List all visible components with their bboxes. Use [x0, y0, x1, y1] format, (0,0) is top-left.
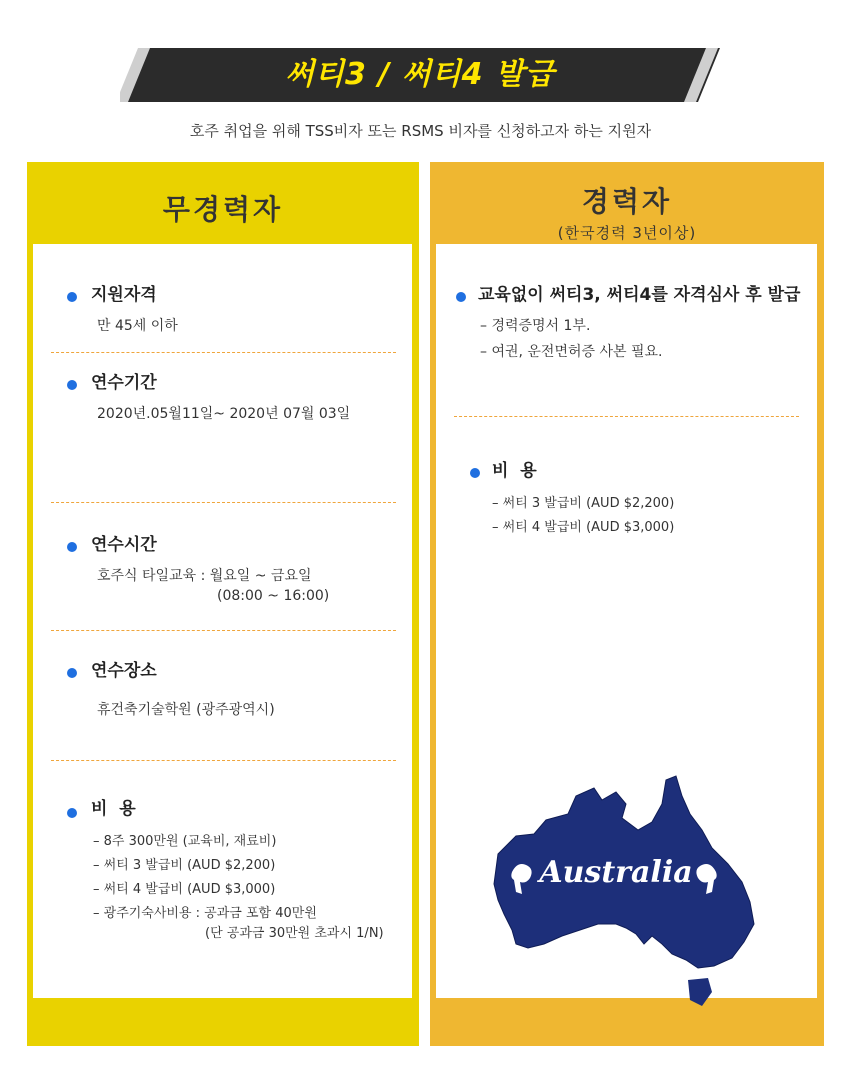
divider: [51, 502, 396, 503]
title-banner: [120, 48, 720, 102]
section-text: (단 공과금 30만원 초과시 1/N): [205, 926, 384, 941]
section-title: 연수기간: [91, 373, 157, 393]
divider: [51, 630, 396, 631]
bullet-icon: [470, 468, 480, 478]
section-text: 2020년.05월11일~ 2020년 07월 03일: [97, 406, 351, 422]
section-text: – 써티 4 발급비 (AUD $3,000): [93, 882, 276, 897]
section-text: – 여권, 운전면허증 사본 필요.: [480, 344, 663, 360]
bullet-icon: [67, 542, 77, 552]
no-experience-column: [27, 162, 419, 1046]
section-title: 비 용: [492, 461, 537, 481]
section-text: – 써티 3 발급비 (AUD $2,200): [492, 496, 675, 511]
section-text: – 써티 3 발급비 (AUD $2,200): [93, 858, 276, 873]
experienced-column: [430, 162, 824, 1046]
divider: [51, 352, 396, 353]
bullet-icon: [67, 380, 77, 390]
right-panel: [436, 244, 817, 998]
column-title-left: 무경력자: [162, 193, 284, 226]
divider: [454, 416, 799, 417]
left-panel: [33, 244, 412, 998]
section-title: 지원자격: [91, 285, 157, 305]
section-text: – 광주기숙사비용 : 공과금 포함 40만원: [93, 906, 317, 921]
section-text: (08:00 ~ 16:00): [217, 588, 330, 604]
australia-map-image: [476, 774, 766, 1024]
map-label: Australia: [539, 855, 693, 890]
section-text: 휴건축기술학원 (광주광역시): [97, 702, 275, 718]
bullet-icon: [67, 292, 77, 302]
section-title: 연수시간: [91, 535, 157, 555]
section-text: – 8주 300만원 (교육비, 재료비): [93, 834, 277, 849]
bullet-icon: [67, 668, 77, 678]
section-title: 연수장소: [91, 661, 157, 681]
column-subtitle-right: (한국경력 3년이상): [557, 224, 697, 242]
column-title-right: 경력자: [581, 185, 673, 218]
section-text: 만 45세 이하: [97, 318, 178, 334]
page-title: 써티3 / 써티4 발급: [285, 57, 555, 92]
bullet-icon: [67, 808, 77, 818]
section-title: 비 용: [91, 799, 136, 819]
section-text: – 경력증명서 1부.: [480, 318, 591, 334]
australia-map-icon: [476, 774, 766, 1024]
section-text: 호주식 타일교육 : 월요일 ~ 금요일: [97, 568, 312, 584]
section-title: 교육없이 써티3, 써티4를 자격심사 후 발급: [478, 285, 801, 305]
bullet-icon: [456, 292, 466, 302]
divider: [51, 760, 396, 761]
section-text: – 써티 4 발급비 (AUD $3,000): [492, 520, 675, 535]
page-subtitle: 호주 취업을 위해 TSS비자 또는 RSMS 비자를 신청하고자 하는 지원자: [189, 122, 652, 140]
